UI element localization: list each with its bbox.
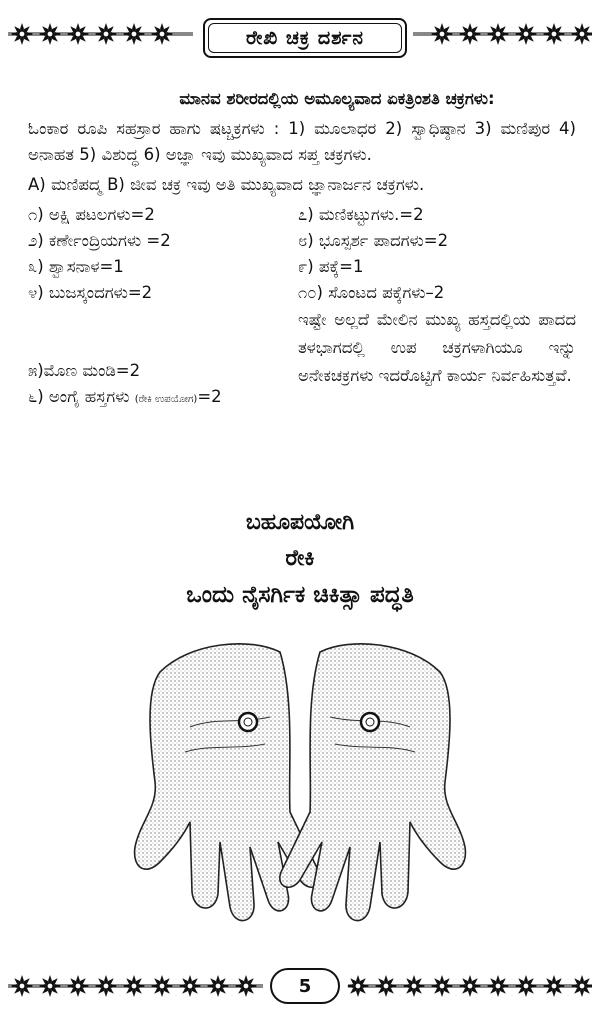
list-item: ೪) ಬುಜಸ್ಕಂದಗಳು=2: [28, 283, 153, 302]
sub-chakra-note: ಇಷ್ಟೇ ಅಲ್ಲದೆ ಮೇಲಿನ ಮುಖ್ಯ ಹಸ್ತದಲ್ಲಿಯ ಪಾದದ ತಳಭಾಗದಲ್ಲಿ ಉಪ ಚಕ್ರಗಳಾಗಿಯೂ ಇನ್ನು ಅನೇಕಚಕ್ರಗಳು ಇದರೊಟ್ಟಿಗೆ ಕಾರ್ಯ ನಿರ್ವಹಿಸುತ್ತವೆ.: [298, 310, 576, 385]
open-palms-icon: [130, 632, 470, 932]
document-body: [28, 86, 576, 410]
list-item: ೭) ಮಣಿಕಟ್ಟುಗಳು.=2: [298, 205, 424, 224]
center-title-line1: ಬಹೂಪಯೋಗಿ: [245, 510, 355, 535]
paragraph-knowledge-chakras: A) ಮಣಿಪದ್ಮ B) ಜೀವ ಚಕ್ರ ಇವು ಅತಿ ಮುಖ್ಯವಾದ ಜ್ಞಾನಾರ್ಜನ ಚಕ್ರಗಳು.: [28, 175, 425, 194]
chakra-list-right: [298, 202, 576, 410]
list-item-note: (ರೇಕಿ ಉಪಯೋಗ): [134, 394, 198, 405]
open-palms-illustration: [130, 632, 470, 932]
list-item: ೧೦) ಸೊಂಟದ ಪಕ್ಕೆಗಳು–2: [298, 283, 445, 302]
list-item: ೧) ಅಕ್ಷಿ ಪಟಲಗಳು=2: [28, 205, 155, 224]
section-heading: ಮಾನವ ಶರೀರದಲ್ಲಿಯ ಅಮೂಲ್ಯವಾದ ಏಕತ್ರಿಂಶತಿ ಚಕ್ರಗಳು:: [179, 89, 495, 108]
page-header-title: [203, 18, 407, 58]
chakra-list-columns: [28, 202, 576, 410]
center-title-line2: ರೇಕಿ: [285, 546, 315, 571]
paragraph-seven-chakras: ಓಂಕಾರ ರೂಪಿ ಸಹಸ್ರಾರ ಹಾಗು ಷಟ್ಚಕ್ರಗಳು : 1) ಮೂಲಾಧರ 2) ಸ್ವಾಧಿಷ್ಠಾನ 3) ಮಣಿಪುರ 4) ಅನಾಹತ 5) ವಿಶುದ್ಧ 6) ಅಜ್ಞಾ ಇವು ಮುಖ್ಯವಾದ ಸಪ್ತ ಚಕ್ರಗಳು.: [28, 119, 576, 164]
page-number-text: 5: [298, 975, 312, 997]
list-item: ೨) ಕರ್ಣೇಂದ್ರಿಯಗಳು =2: [28, 231, 171, 250]
list-item-text: ೬) ಅಂಗೈ ಹಸ್ತಗಳು: [28, 387, 130, 406]
list-item: ೮) ಭೂಸ್ಪರ್ಶ ಪಾದಗಳು=2: [298, 231, 449, 250]
header-title-text: ರೇಖಿ ಚಕ್ರ ದರ್ಶನ: [246, 27, 364, 49]
page-number: [270, 968, 340, 1004]
center-title-line3: ಒಂದು ನೈಸರ್ಗಿಕ ಚಿಕಿತ್ಸಾ ಪದ್ಧತಿ: [186, 582, 414, 608]
list-item-value: =2: [197, 387, 222, 406]
chakra-list-left: [28, 202, 298, 410]
list-item: ೫)ಮೊಣ ಮಂಡಿ=2: [28, 361, 141, 380]
list-item-palms: [28, 384, 298, 410]
list-item: ೯) ಪಕ್ಕೆ=1: [298, 257, 364, 276]
list-item: ೩) ಶ್ವಾಸನಾಳ=1: [28, 257, 124, 276]
